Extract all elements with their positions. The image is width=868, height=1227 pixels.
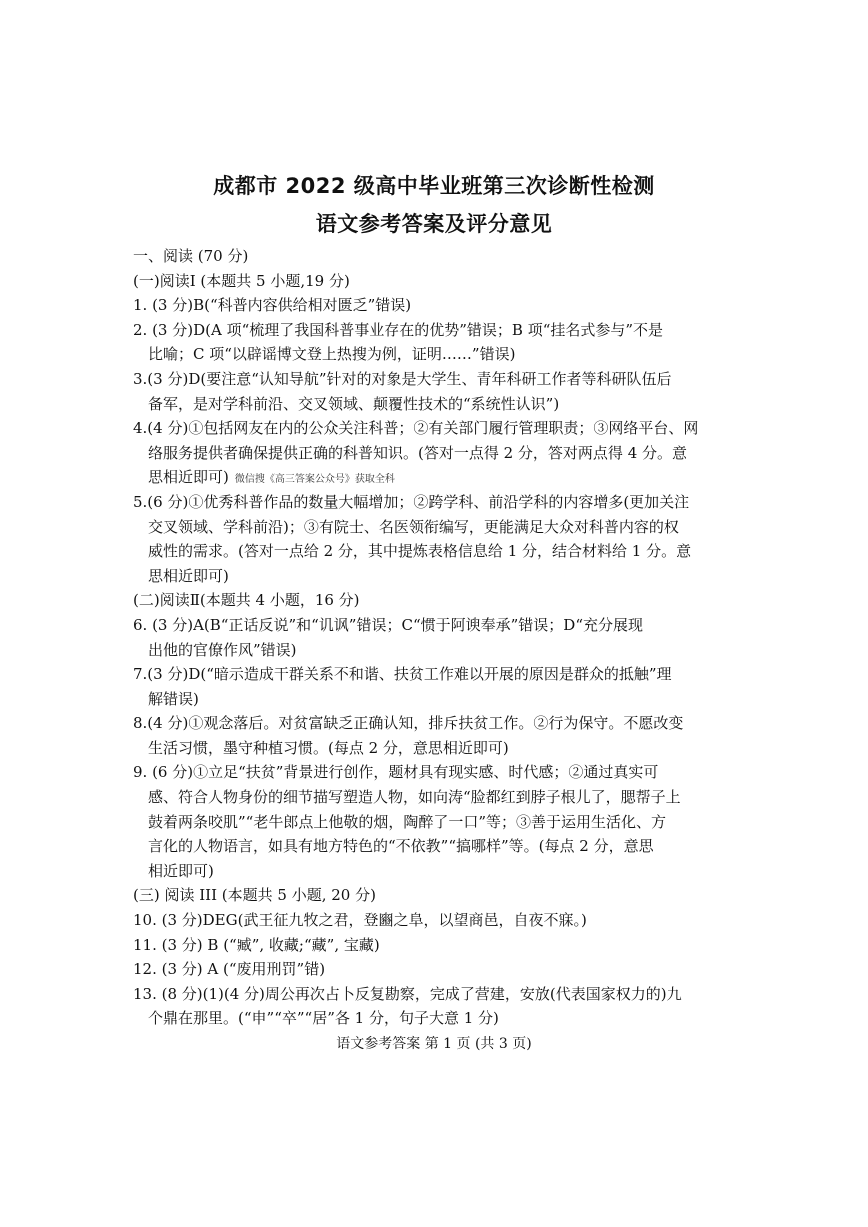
answer-line: 思相近即可) xyxy=(148,566,229,585)
answer-line: 4.(4 分)①包括网友在内的公众关注科普；②有关部门履行管理职责；③网络平台、网 xyxy=(133,419,699,438)
answer-line: 1. (3 分)B(“科普内容供给相对匮乏”错误) xyxy=(133,296,412,315)
answer-line: 威性的需求。(答对一点给 2 分，其中提炼表格信息给 1 分，结合材料给 1 分。意 xyxy=(148,542,692,561)
watermark-note: 微信搜《高三答案公众号》获取全科 xyxy=(234,474,395,486)
answer-line: 2. (3 分)D(A 项“梳理了我国科普事业存在的优势”错误；B 项“挂名式参与”不是 xyxy=(133,320,664,339)
answer-text: 思相近即可) xyxy=(148,468,229,487)
answer-line: 鼓着两条咬肌”“老牛郎点上他敬的烟，陶醉了一口”等；③善于运用生活化、方 xyxy=(148,812,667,831)
answer-line: 解错误) xyxy=(148,689,199,708)
answer-line: 个鼎在那里。(“申”“卒”“居”各 1 分，句子大意 1 分) xyxy=(148,1009,499,1028)
answer-line: 9. (6 分)①立足“扶贫”背景进行创作，题材具有现实感、时代感；②通过真实可 xyxy=(133,763,659,782)
answer-line: 言化的人物语言，如具有地方特色的“不依教”“搞哪样”等。(每点 2 分，意思 xyxy=(148,837,654,856)
subsection-heading-reading-3: (三) 阅读 III (本题共 5 小题, 20 分) xyxy=(133,886,376,905)
page-footer: 语文参考答案 第 1 页 (共 3 页) xyxy=(336,1036,532,1052)
answer-line: 比喻；C 项“以辟谣博文登上热搜为例，证明……”错误) xyxy=(148,345,516,364)
answer-line: 备军，是对学科前沿、交叉领域、颠覆性技术的“系统性认识”) xyxy=(148,394,560,413)
answer-body xyxy=(133,244,738,1031)
answer-line: 13. (8 分)(1)(4 分)周公再次占卜反复勘察，完成了营建，安放(代表国家权力的)九 xyxy=(133,984,682,1003)
document-title: 成都市 2022 级高中毕业班第三次诊断性检测 xyxy=(213,174,655,198)
answer-line: 络服务提供者确保提供正确的科普知识。(答对一点得 2 分，答对两点得 4 分。意 xyxy=(148,443,688,462)
answer-line: 10. (3 分)DEG(武王征九牧之君，登豳之阜，以望商邑，自夜不寐。) xyxy=(133,911,587,930)
answer-line: 5.(6 分)①优秀科普作品的数量大幅增加；②跨学科、前沿学科的内容增多(更加关注 xyxy=(133,492,690,511)
answer-line: 12. (3 分) A (“废用刑罚”错) xyxy=(133,960,326,979)
answer-line: 8.(4 分)①观念落后。对贫富缺乏正确认知，排斥扶贫工作。②行为保守。不愿改变 xyxy=(133,714,684,733)
answer-line: 相近即可) xyxy=(148,861,214,880)
answer-line: 交叉领域、学科前沿)；③有院士、名医领衔编写，更能满足大众对科普内容的权 xyxy=(148,517,679,536)
answer-line: 11. (3 分) B (“臧”, 收藏;“藏”, 宝藏) xyxy=(133,935,380,954)
answer-line: 6. (3 分)A(B“正话反说”和“讥讽”错误；C“惯于阿谀奉承”错误；D“充分展现 xyxy=(133,615,643,634)
answer-line: 3.(3 分)D(要注意“认知导航”针对的对象是大学生、青年科研工作者等科研队伍后 xyxy=(133,369,672,388)
subsection-heading-reading-1: (一)阅读Ⅰ (本题共 5 小题,19 分) xyxy=(133,271,350,290)
answer-line: 出他的官僚作风”错误) xyxy=(148,640,297,659)
answer-line-with-note xyxy=(133,465,738,490)
answer-line: 7.(3 分)D(“暗示造成干群关系不和谐、扶贫工作难以开展的原因是群众的抵触”理 xyxy=(133,665,672,684)
section-heading-reading: 一、阅读 (70 分) xyxy=(133,247,249,265)
subsection-heading-reading-2: (二)阅读Ⅱ(本题共 4 小题，16 分) xyxy=(133,591,360,610)
document-subtitle: 语文参考答案及评分意见 xyxy=(315,212,553,236)
answer-line: 感、符合人物身份的细节描写塑造人物，如向涛“脸都红到脖子根儿了，腮帮子上 xyxy=(148,788,681,807)
answer-line: 生活习惯，墨守种植习惯。(每点 2 分，意思相近即可) xyxy=(148,738,509,757)
